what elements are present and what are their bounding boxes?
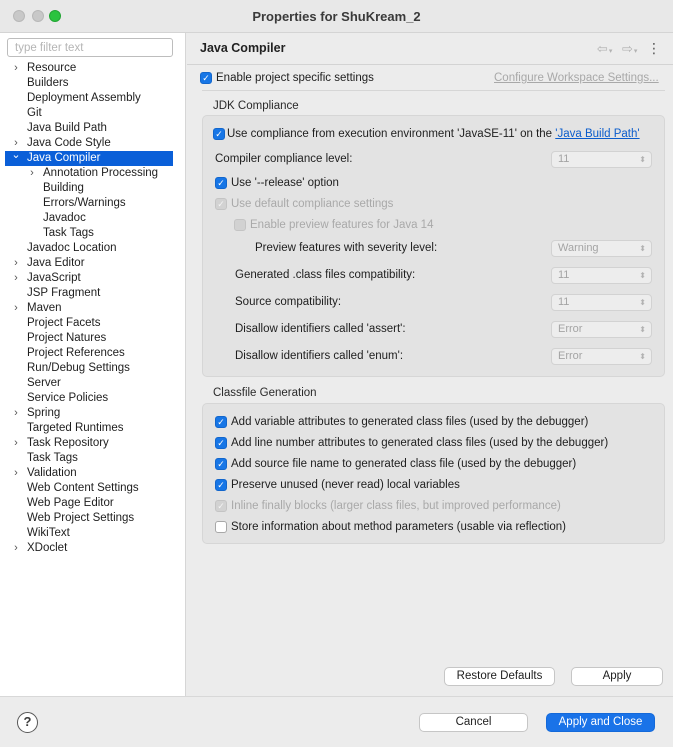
sidebar-item-label: Builders [27, 77, 69, 89]
chevron-down-icon[interactable]: ⌄ [11, 149, 21, 161]
sidebar-item[interactable] [0, 226, 186, 241]
sidebar-item-label: Project Facets [27, 317, 101, 329]
classfile-generation-title: Classfile Generation [213, 387, 317, 399]
sidebar-item-label: Java Editor [27, 257, 85, 269]
separator [202, 90, 665, 91]
enable-project-specific-label: Enable project specific settings [216, 72, 374, 84]
back-arrow-icon[interactable]: ⇦▾ [596, 41, 613, 56]
chevron-right-icon[interactable]: › [14, 467, 18, 479]
sidebar-item-label: Annotation Processing [43, 167, 159, 179]
title-bar [0, 0, 673, 33]
assert-select[interactable] [551, 321, 652, 338]
classfile-option-label: Preserve unused (never read) local variables [231, 479, 460, 491]
sidebar-item[interactable] [0, 406, 186, 421]
updown-icon: ⬍ [639, 244, 646, 253]
chevron-right-icon[interactable]: › [14, 137, 18, 149]
sidebar-item[interactable] [0, 496, 186, 511]
forward-arrow-icon[interactable]: ⇨▾ [621, 41, 638, 56]
enum-label: Disallow identifiers called 'enum': [235, 350, 404, 362]
enable-preview-checkbox[interactable] [234, 219, 433, 231]
more-vertical-icon[interactable]: ⋮ [647, 40, 661, 56]
sidebar-item[interactable] [0, 316, 186, 331]
chevron-right-icon[interactable]: › [14, 437, 18, 449]
page-title: Java Compiler [200, 41, 286, 55]
classfile-option-label: Add source file name to generated class file (used by the debugger) [231, 458, 577, 470]
jdk-compliance-title: JDK Compliance [213, 100, 299, 112]
sidebar-item[interactable] [0, 166, 186, 181]
classfile-option-checkbox[interactable] [215, 416, 588, 428]
apply-button[interactable]: Apply [571, 667, 663, 686]
java-build-path-link[interactable]: 'Java Build Path' [555, 128, 640, 140]
sidebar-item[interactable] [0, 91, 186, 106]
sidebar-item[interactable] [0, 181, 186, 196]
chevron-right-icon[interactable]: › [14, 542, 18, 554]
chevron-right-icon[interactable]: › [14, 302, 18, 314]
sidebar-item-label: Service Policies [27, 392, 109, 404]
classfile-generation-group [202, 403, 665, 544]
sidebar-item[interactable] [0, 511, 186, 526]
classfile-option-label: Add variable attributes to generated class files (used by the debugger) [231, 416, 589, 428]
sidebar-item[interactable] [0, 256, 186, 271]
assert-value: Error [558, 323, 583, 335]
source-compat-label: Source compatibility: [235, 296, 342, 308]
enable-project-specific-checkbox[interactable] [200, 72, 374, 84]
sidebar-item-label: Building [43, 182, 84, 194]
sidebar-item[interactable] [5, 151, 173, 166]
use-release-label: Use '--release' option [231, 177, 339, 189]
preview-severity-select[interactable] [551, 240, 652, 257]
sidebar-item-label: JavaScript [27, 272, 81, 284]
classfile-option-checkbox[interactable] [215, 479, 460, 491]
sidebar-item-label: Task Tags [27, 452, 78, 464]
checkmark-icon: ✓ [215, 177, 227, 189]
source-compat-select[interactable] [551, 294, 652, 311]
sidebar-item[interactable] [0, 106, 186, 121]
chevron-right-icon[interactable]: › [14, 257, 18, 269]
sidebar-item-label: Project Natures [27, 332, 107, 344]
sidebar-item-label: Java Code Style [27, 137, 111, 149]
sidebar-item-label: Spring [27, 407, 61, 419]
sidebar-item-label: JSP Fragment [27, 287, 101, 299]
chevron-right-icon[interactable]: › [30, 167, 34, 179]
classfile-option-checkbox[interactable] [215, 500, 561, 512]
source-compat-value: 11 [558, 296, 570, 308]
checkmark-icon: ✓ [215, 458, 227, 470]
sidebar-item-label: Deployment Assembly [27, 92, 141, 104]
sidebar-item-label: Web Project Settings [27, 512, 135, 524]
sidebar-item-label: Java Build Path [27, 122, 107, 134]
use-compliance-checkbox[interactable] [213, 128, 640, 140]
sidebar-item-label: Javadoc Location [27, 242, 117, 254]
sidebar-item-label: Javadoc [43, 212, 86, 224]
preference-tree [0, 61, 186, 556]
sidebar-item-label: Web Page Editor [27, 497, 114, 509]
classfile-option-label: Inline finally blocks (larger class files, but improved performance) [231, 500, 561, 512]
window-title: Properties for ShuKream_2 [252, 9, 421, 24]
compiler-level-value: 11 [558, 153, 570, 165]
chevron-right-icon[interactable]: › [14, 272, 18, 284]
sidebar-item[interactable] [0, 526, 186, 541]
sidebar-item[interactable] [0, 466, 186, 481]
generated-class-label: Generated .class files compatibility: [235, 269, 416, 281]
preview-severity-value: Warning [558, 242, 599, 254]
checkbox-empty-icon [234, 219, 246, 231]
checkbox-empty-icon [215, 521, 227, 533]
sidebar-item-label: WikiText [27, 527, 70, 539]
use-release-checkbox[interactable] [215, 177, 339, 189]
sidebar-item[interactable] [0, 376, 186, 391]
help-icon[interactable]: ? [17, 712, 38, 733]
sidebar-item[interactable] [0, 301, 186, 316]
sidebar-item[interactable] [0, 541, 186, 556]
generated-class-select[interactable] [551, 267, 652, 284]
header-separator [187, 64, 673, 65]
sidebar-item[interactable] [0, 436, 186, 451]
classfile-option-label: Add line number attributes to generated class files (used by the debugger) [231, 437, 609, 449]
enable-preview-label: Enable preview features for Java 14 [250, 219, 434, 231]
sidebar-item-label: Maven [27, 302, 62, 314]
sidebar-item-label: Task Repository [27, 437, 109, 449]
main-panel [187, 33, 673, 696]
sidebar-item[interactable] [0, 346, 186, 361]
jdk-compliance-group [202, 115, 665, 377]
use-compliance-label: Use compliance from execution environment 'JavaSE-11' on the [227, 128, 553, 140]
sidebar-item[interactable] [0, 451, 186, 466]
sidebar-item[interactable] [0, 421, 186, 436]
sidebar-item-label: XDoclet [27, 542, 68, 554]
compiler-level-label: Compiler compliance level: [215, 153, 353, 165]
sidebar-item[interactable] [0, 76, 186, 91]
checkmark-icon: ✓ [213, 128, 225, 140]
checkmark-icon: ✓ [215, 416, 227, 428]
updown-icon: ⬍ [639, 155, 646, 164]
sidebar-item-label: Project References [27, 347, 125, 359]
assert-label: Disallow identifiers called 'assert': [235, 323, 406, 335]
sidebar-item[interactable] [0, 196, 186, 211]
filter-input[interactable] [7, 38, 173, 57]
sidebar-item-label: Run/Debug Settings [27, 362, 130, 374]
apply-and-close-button[interactable]: Apply and Close [546, 713, 655, 732]
sidebar-item-label: Resource [27, 62, 77, 74]
sidebar-item-label: Web Content Settings [27, 482, 139, 494]
sidebar-item-label: Targeted Runtimes [27, 422, 124, 434]
generated-class-value: 11 [558, 269, 570, 281]
use-default-compliance-label: Use default compliance settings [231, 198, 394, 210]
updown-icon: ⬍ [639, 271, 646, 280]
sidebar-item[interactable] [0, 331, 186, 346]
restore-defaults-button[interactable]: Restore Defaults [444, 667, 555, 686]
sidebar-item-label: Java Compiler [27, 152, 101, 164]
nav-icons [591, 40, 661, 57]
sidebar-item-label: Server [27, 377, 61, 389]
configure-workspace-link[interactable]: Configure Workspace Settings... [494, 72, 659, 84]
sidebar-item[interactable] [0, 136, 186, 151]
classfile-option-checkbox[interactable] [215, 437, 608, 449]
checkmark-icon: ✓ [200, 72, 212, 84]
sidebar-item-label: Errors/Warnings [43, 197, 126, 209]
enum-select[interactable] [551, 348, 652, 365]
sidebar-item[interactable] [0, 271, 186, 286]
sidebar-item-label: Git [27, 107, 42, 119]
compiler-level-select[interactable] [551, 151, 652, 168]
sidebar-item[interactable] [0, 121, 186, 136]
sidebar-item[interactable] [0, 241, 186, 256]
dialog-footer [0, 696, 673, 747]
sidebar-item[interactable] [0, 481, 186, 496]
sidebar-item[interactable] [0, 286, 186, 301]
sidebar-item[interactable] [0, 211, 186, 226]
sidebar-item-label: Task Tags [43, 227, 94, 239]
checkmark-icon: ✓ [215, 479, 227, 491]
use-default-compliance-checkbox[interactable] [215, 198, 393, 210]
sidebar-item-label: Validation [27, 467, 77, 479]
classfile-option-checkbox[interactable] [215, 521, 566, 533]
chevron-right-icon[interactable]: › [14, 62, 18, 74]
checkmark-icon: ✓ [215, 500, 227, 512]
sidebar [0, 33, 186, 696]
updown-icon: ⬍ [639, 352, 646, 361]
classfile-option-label: Store information about method parameters (usable via reflection) [231, 521, 566, 533]
updown-icon: ⬍ [639, 298, 646, 307]
classfile-option-checkbox[interactable] [215, 458, 576, 470]
chevron-right-icon[interactable]: › [14, 407, 18, 419]
preview-severity-label: Preview features with severity level: [255, 242, 438, 254]
sidebar-item[interactable] [0, 361, 186, 376]
checkmark-icon: ✓ [215, 437, 227, 449]
updown-icon: ⬍ [639, 325, 646, 334]
enum-value: Error [558, 350, 583, 362]
checkmark-icon: ✓ [215, 198, 227, 210]
sidebar-item[interactable] [0, 391, 186, 406]
sidebar-item[interactable] [0, 61, 186, 76]
cancel-button[interactable]: Cancel [419, 713, 528, 732]
